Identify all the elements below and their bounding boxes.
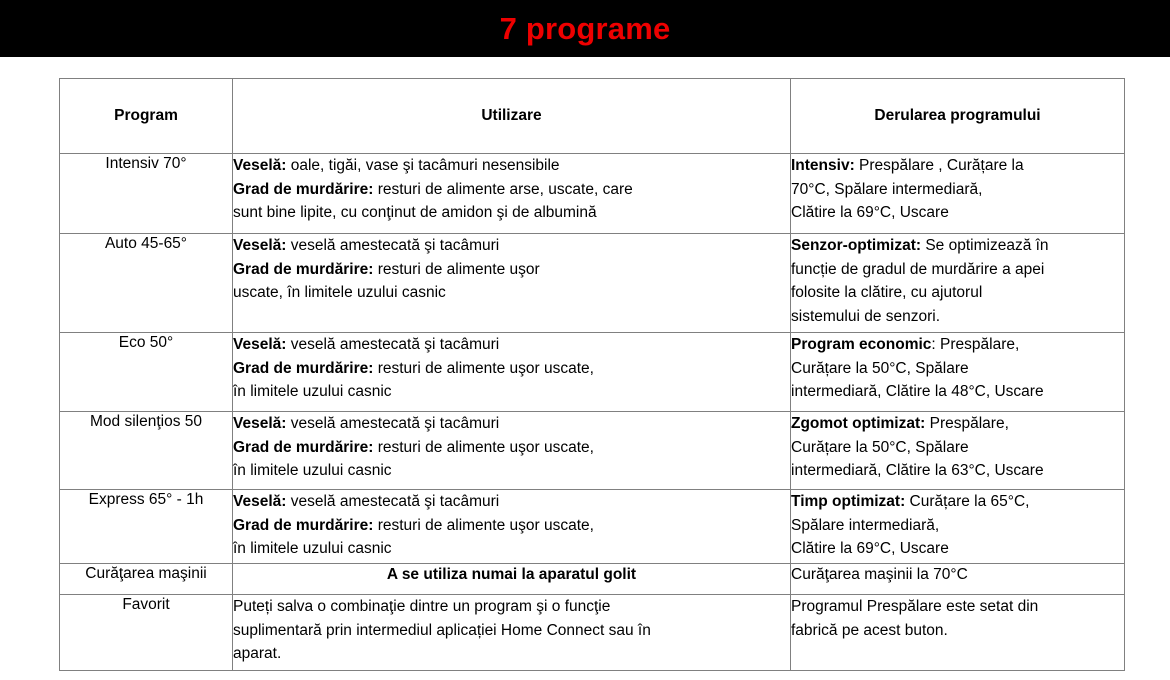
- text-line: Veselă: oale, tigăi, vase şi tacâmuri nesensibile: [233, 157, 560, 174]
- table-row: [60, 490, 1125, 564]
- emphasis-label: Grad de murdărire:: [233, 438, 374, 456]
- program-name-cell: Intensiv 70°: [60, 154, 233, 234]
- table-row: [60, 412, 1125, 490]
- sequence-cell: [791, 234, 1125, 333]
- text-line: Veselă: veselă amestecată şi tacâmuri: [233, 237, 500, 254]
- table-row: [60, 595, 1125, 671]
- text-line: Grad de murdărire: resturi de alimente uşor uscate,: [233, 359, 594, 377]
- table-body: [60, 154, 1125, 671]
- usage-cell: [233, 490, 791, 564]
- emphasis-label: Zgomot optimizat:: [791, 415, 926, 432]
- emphasis-label: Grad de murdărire:: [233, 516, 374, 534]
- text-line: Curățare la 50°C, Spălare: [791, 359, 969, 377]
- text-line: în limitele uzului casnic: [233, 383, 392, 401]
- text-line: Zgomot optimizat: Prespălare,: [791, 415, 1009, 432]
- text-line: Grad de murdărire: resturi de alimente uşor uscate,: [233, 516, 594, 534]
- sequence-cell: [791, 154, 1125, 234]
- column-header-utilizare: Utilizare: [233, 79, 791, 154]
- emphasis-label: Veselă:: [233, 493, 287, 510]
- emphasis-label: Veselă:: [233, 415, 287, 432]
- text-line: în limitele uzului casnic: [233, 540, 392, 558]
- usage-cell: [233, 234, 791, 333]
- page-title: 7 programe: [499, 11, 671, 46]
- usage-cell: A se utiliza numai la aparatul golit: [233, 564, 791, 595]
- text-line: fabrică pe acest buton.: [791, 621, 948, 639]
- emphasis-label: Grad de murdărire:: [233, 359, 374, 377]
- emphasis-label: Senzor-optimizat:: [791, 237, 922, 254]
- text-line: funcție de gradul de murdărire a apei: [791, 260, 1045, 278]
- table-row: [60, 564, 1125, 595]
- programs-table-container: [59, 78, 1124, 671]
- text-line: Timp optimizat: Curățare la 65°C,: [791, 493, 1030, 510]
- text-line: Programul Prespălare este setat din: [791, 598, 1039, 615]
- column-header-program: Program: [60, 79, 233, 154]
- emphasis-label: Intensiv:: [791, 157, 855, 174]
- text-line: Intensiv: Prespălare , Curățare la: [791, 157, 1024, 174]
- emphasis-label: Grad de murdărire:: [233, 180, 374, 198]
- emphasis-label: Veselă:: [233, 157, 287, 174]
- programs-table: [59, 78, 1125, 671]
- program-name-cell: Eco 50°: [60, 333, 233, 412]
- usage-cell: [233, 412, 791, 490]
- text-line: Clătire la 69°C, Uscare: [791, 540, 949, 558]
- sequence-cell: [791, 412, 1125, 490]
- emphasis-label: Timp optimizat:: [791, 493, 906, 510]
- column-header-derularea: Derularea programului: [791, 79, 1125, 154]
- title-banner: [0, 0, 1170, 57]
- text-line: suplimentară prin intermediul aplicației Home Connect sau în: [233, 621, 651, 639]
- program-name-cell: Mod silenţios 50: [60, 412, 233, 490]
- emphasis-label: Program economic: [791, 336, 932, 353]
- text-line: intermediară, Clătire la 48°C, Uscare: [791, 383, 1044, 401]
- text-line: în limitele uzului casnic: [233, 462, 392, 480]
- text-line: Veselă: veselă amestecată şi tacâmuri: [233, 336, 500, 353]
- text-line: folosite la clătire, cu ajutorul: [791, 284, 983, 302]
- text-line: sunt bine lipite, cu conţinut de amidon şi de albumină: [233, 204, 597, 222]
- table-row: [60, 234, 1125, 333]
- usage-cell: [233, 333, 791, 412]
- table-row: [60, 154, 1125, 234]
- text-line: sistemului de senzori.: [791, 307, 941, 325]
- sequence-cell: Curăţarea maşinii la 70°C: [791, 564, 1125, 595]
- emphasis-label: Grad de murdărire:: [233, 260, 374, 278]
- text-line: Grad de murdărire: resturi de alimente uşor uscate,: [233, 438, 594, 456]
- sequence-cell: [791, 595, 1125, 671]
- text-line: Grad de murdărire: resturi de alimente uşor: [233, 260, 540, 278]
- sequence-cell: [791, 490, 1125, 564]
- program-name-cell: Express 65° - 1h: [60, 490, 233, 564]
- program-name-cell: Favorit: [60, 595, 233, 671]
- usage-cell: [233, 154, 791, 234]
- text-line: Clătire la 69°C, Uscare: [791, 204, 949, 222]
- text-line: Grad de murdărire: resturi de alimente arse, uscate, care: [233, 180, 633, 198]
- text-line: Senzor-optimizat: Se optimizează în: [791, 237, 1049, 254]
- text-line: intermediară, Clătire la 63°C, Uscare: [791, 462, 1044, 480]
- text-line: aparat.: [233, 645, 282, 663]
- table-row: [60, 333, 1125, 412]
- sequence-cell: [791, 333, 1125, 412]
- text-line: Program economic: Prespălare,: [791, 336, 1020, 353]
- program-name-cell: Auto 45-65°: [60, 234, 233, 333]
- text-line: Veselă: veselă amestecată şi tacâmuri: [233, 493, 500, 510]
- emphasis-label: Veselă:: [233, 336, 287, 353]
- text-line: Veselă: veselă amestecată şi tacâmuri: [233, 415, 500, 432]
- table-header-row: [60, 79, 1125, 154]
- text-line: uscate, în limitele uzului casnic: [233, 284, 446, 302]
- usage-cell: [233, 595, 791, 671]
- text-line: Curățare la 50°C, Spălare: [791, 438, 969, 456]
- program-name-cell: Curăţarea maşinii: [60, 564, 233, 595]
- text-line: Puteți salva o combinaţie dintre un program şi o funcţie: [233, 598, 611, 615]
- text-line: Spălare intermediară,: [791, 516, 940, 534]
- emphasis-label: Veselă:: [233, 237, 287, 254]
- text-line: 70°C, Spălare intermediară,: [791, 180, 983, 198]
